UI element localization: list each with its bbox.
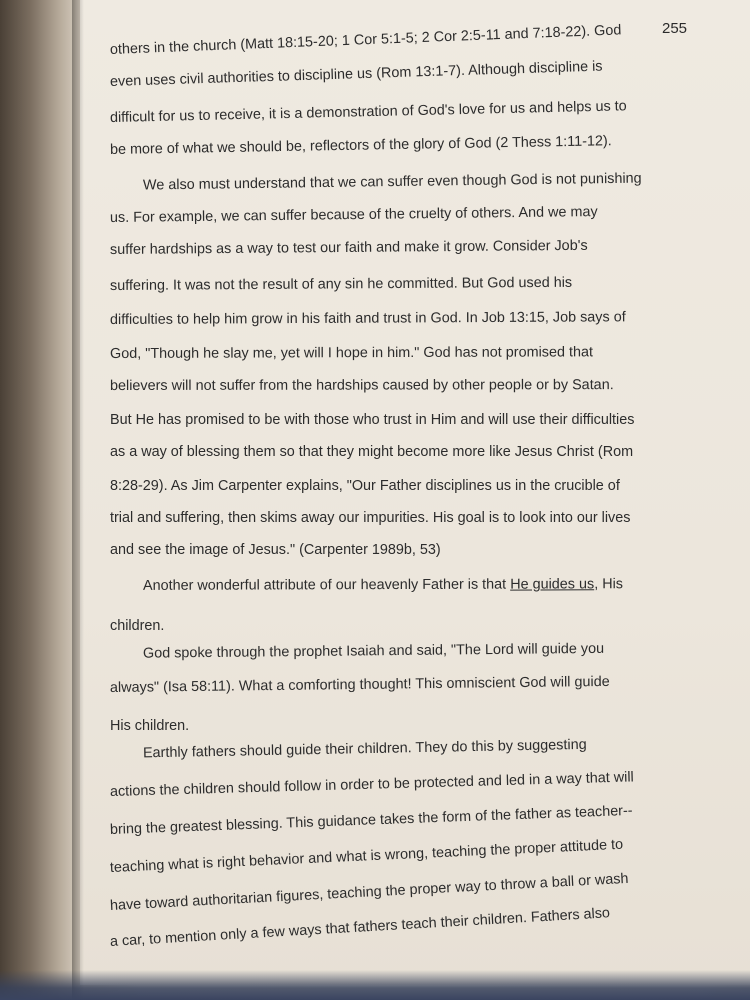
text-line: But He has promised to be with those who trust in Him and will use their difficulties xyxy=(110,412,635,428)
text-line: a car, to mention only a few ways that fathers teach their children. Fathers also xyxy=(109,905,611,950)
text-line: teaching what is right behavior and what is wrong, teaching the proper attitude to xyxy=(109,836,624,876)
underlined-phrase: He guides us xyxy=(510,576,595,593)
text-line: suffering. It was not the result of any sin he committed. But God used his xyxy=(109,274,573,294)
text-line: bring the greatest blessing. This guidance takes the form of the father as teacher-- xyxy=(109,802,633,838)
text-line: difficult for us to receive, it is a demonstration of God's love for us and helps us to xyxy=(109,98,627,126)
text-line: others in the church (Matt 18:15-20; 1 Cor 5:1-5; 2 Cor 2:5-11 and 7:18-22). God xyxy=(109,22,622,58)
text-line: even uses civil authorities to discipline us (Rom 13:1-7). Although discipline is xyxy=(109,58,603,90)
text-line: His children. xyxy=(110,718,190,734)
text-line: We also must understand that we can suffer even though God is not punishing xyxy=(142,170,642,194)
text-line: always" (Isa 58:11). What a comforting thought! This omniscient God will guide xyxy=(109,673,610,696)
text-line: suffer hardships as a way to test our faith and make it grow. Consider Job's xyxy=(109,237,588,258)
text-segment: Another wonderful attribute of our heavenly Father is that xyxy=(142,576,511,594)
bottom-edge-shadow xyxy=(0,970,750,1000)
left-page-edge xyxy=(0,0,78,1000)
text-line: 8:28-29). As Jim Carpenter explains, "Our Father disciplines us in the crucible of xyxy=(110,478,620,494)
text-line: Earthly fathers should guide their children. They do this by suggesting xyxy=(142,736,587,762)
page-gutter-shadow xyxy=(72,0,84,1000)
text-line: us. For example, we can suffer because of the cruelty of others. And we may xyxy=(109,204,598,226)
text-line: actions the children should follow in order to be protected and led in a way that will xyxy=(109,769,634,800)
text-line: trial and suffering, then skims away our impurities. His goal is to look into our lives xyxy=(110,510,631,526)
text-line: have toward authoritarian figures, teaching the proper way to throw a ball or wash xyxy=(109,870,629,914)
text-line: as a way of blessing them so that they might become more like Jesus Christ (Rom xyxy=(110,444,634,460)
text-line: and see the image of Jesus." (Carpenter 1989b, 53) xyxy=(110,542,441,558)
text-line xyxy=(110,576,623,594)
text-line: be more of what we should be, reflectors of the glory of God (2 Thess 1:11-12). xyxy=(109,133,612,158)
text-line: difficulties to help him grow in his faith and trust in God. In Job 13:15, Job says of xyxy=(109,309,626,328)
page-number: 255 xyxy=(662,20,688,37)
text-line: believers will not suffer from the hardships caused by other people or by Satan. xyxy=(109,377,614,394)
text-segment: , His xyxy=(594,576,624,593)
text-line: children. xyxy=(110,618,165,634)
text-line: God, "Though he slay me, yet will I hope in him." God has not promised that xyxy=(109,344,593,362)
text-line: God spoke through the prophet Isaiah and said, "The Lord will guide you xyxy=(142,640,605,662)
